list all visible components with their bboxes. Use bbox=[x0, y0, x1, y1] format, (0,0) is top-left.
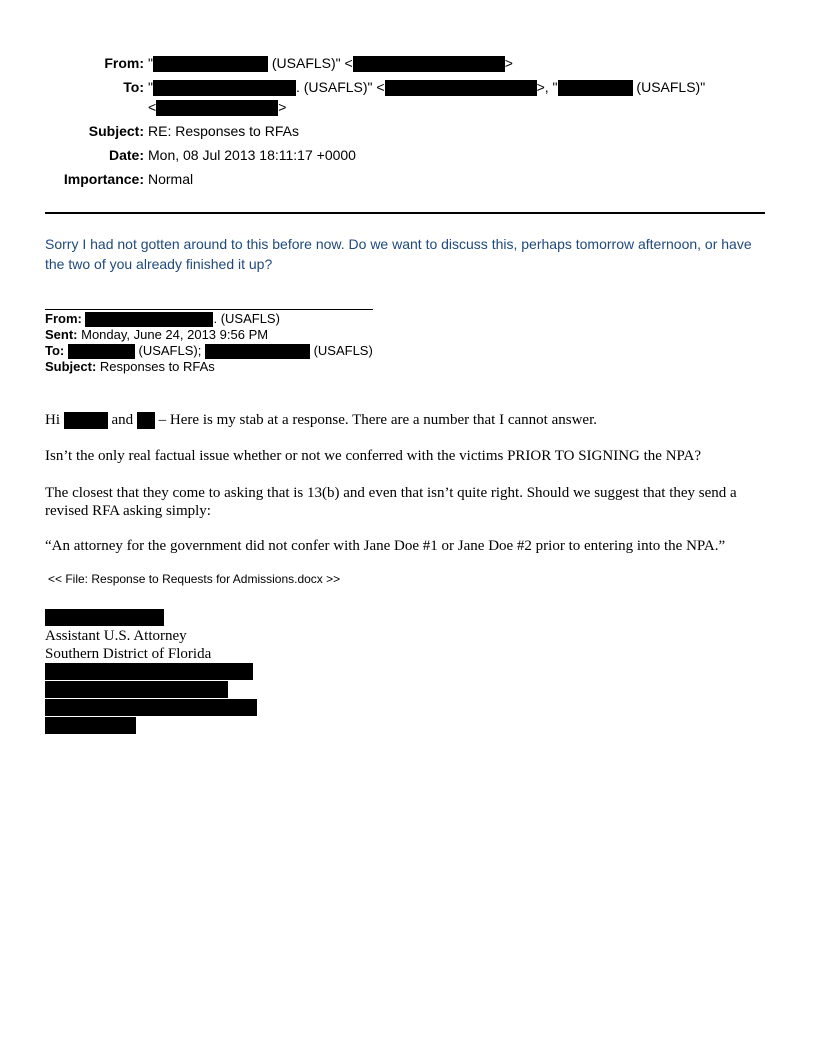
subject-label: Subject: bbox=[88, 123, 144, 139]
importance-label: Importance: bbox=[63, 171, 144, 187]
header-divider bbox=[45, 212, 765, 214]
attachment-reference[interactable]: << File: Response to Requests for Admissions.docx >> bbox=[48, 572, 341, 586]
signature-title: Assistant U.S. Attorney bbox=[45, 628, 187, 644]
redaction-bar bbox=[153, 56, 268, 72]
to-label: To: bbox=[123, 79, 144, 95]
question-paragraph: Isn’t the only real factual issue whether or not we conferred with the victims PRIOR TO SIGNING the NPA? bbox=[45, 448, 701, 464]
to-value-continued: < > bbox=[148, 99, 287, 115]
redaction-bar bbox=[205, 344, 310, 359]
subject-value: RE: Responses to RFAs bbox=[148, 123, 299, 139]
redaction-bar bbox=[85, 312, 213, 327]
redaction-bar bbox=[68, 344, 135, 359]
importance-value: Normal bbox=[148, 171, 194, 187]
forwarded-from: From: . (USAFLS) bbox=[45, 311, 280, 326]
signature-address-redaction bbox=[45, 663, 253, 680]
redaction-bar bbox=[353, 56, 505, 72]
forwarded-to: To: (USAFLS); (USAFLS) bbox=[45, 343, 373, 358]
forwarded-divider bbox=[45, 309, 373, 310]
redaction-bar bbox=[558, 80, 633, 96]
from-label: From: bbox=[104, 55, 144, 71]
redaction-bar bbox=[137, 412, 155, 429]
forwarded-sent: Sent: Monday, June 24, 2013 9:56 PM bbox=[45, 327, 269, 342]
signature-phone-redaction bbox=[45, 699, 257, 716]
signature-office: Southern District of Florida bbox=[45, 646, 212, 662]
reply-body: Sorry I had not gotten around to this before now. Do we want to discuss this, perhaps tomorrow afternoon, or have the two of you already finished it up? bbox=[45, 236, 752, 272]
date-label: Date: bbox=[108, 147, 144, 163]
date-value: Mon, 08 Jul 2013 18:11:17 +0000 bbox=[148, 147, 356, 163]
signature-name-redaction bbox=[45, 609, 164, 626]
redaction-bar bbox=[64, 412, 108, 429]
suggestion-paragraph: The closest that they come to asking that is 13(b) and even that isn’t quite right. Should we suggest that they send a revised RFA asking simply: bbox=[45, 485, 737, 519]
redaction-bar bbox=[156, 100, 278, 116]
to-value: " . (USAFLS)" < >, " (USAFLS)" bbox=[148, 79, 706, 95]
redaction-bar bbox=[153, 80, 296, 96]
from-value: " (USAFLS)" < > bbox=[148, 55, 513, 71]
redaction-bar bbox=[385, 80, 537, 96]
signature-address-redaction bbox=[45, 681, 228, 698]
signature-email-redaction bbox=[45, 717, 136, 734]
quoted-request-paragraph: “An attorney for the government did not confer with Jane Doe #1 or Jane Doe #2 prior to entering into the NPA.” bbox=[45, 538, 726, 554]
forwarded-subject: Subject: Responses to RFAs bbox=[45, 359, 215, 374]
greeting-paragraph: Hi and – Here is my stab at a response. There are a number that I cannot answer. bbox=[45, 412, 597, 428]
